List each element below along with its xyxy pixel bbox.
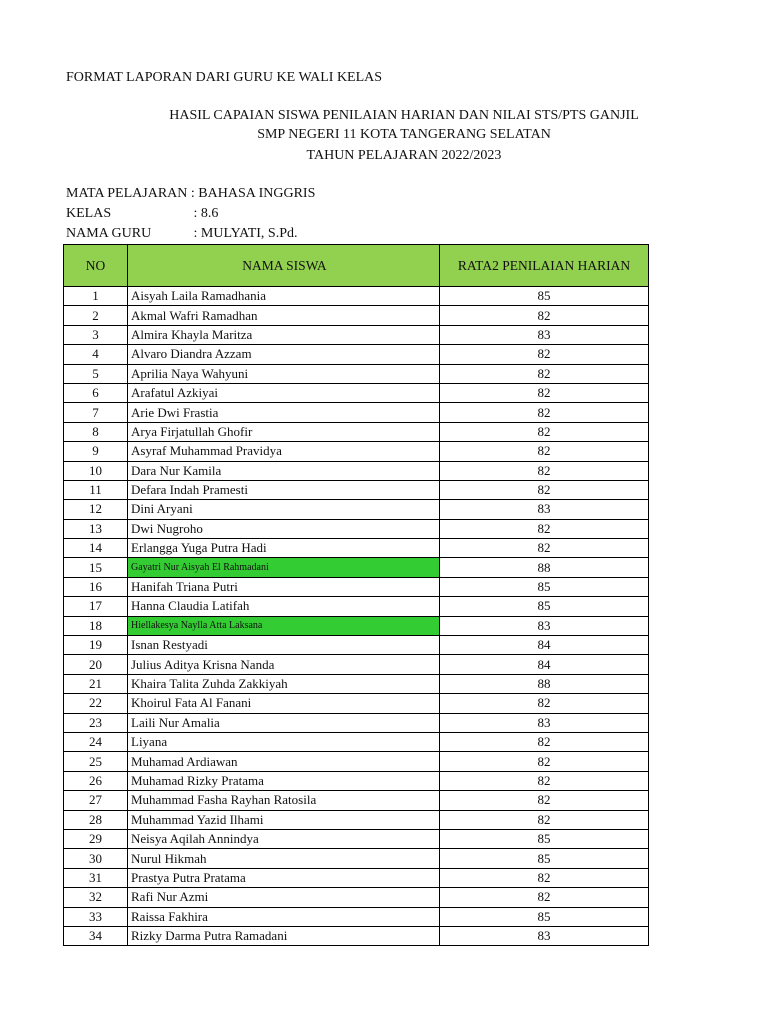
table-row (64, 616, 649, 635)
table-row (64, 926, 649, 945)
row-number-cell: 9 (64, 442, 128, 461)
column-header-no: NO (64, 245, 128, 287)
student-name-cell: Dara Nur Kamila (128, 461, 440, 480)
score-cell: 82 (440, 461, 649, 480)
row-number-cell: 10 (64, 461, 128, 480)
score-cell: 85 (440, 907, 649, 926)
table-row (64, 752, 649, 771)
table-row (64, 364, 649, 383)
academic-year: TAHUN PELAJARAN 2022/2023 (306, 148, 502, 163)
row-number-cell: 16 (64, 577, 128, 596)
table-row (64, 597, 649, 616)
row-number-cell: 17 (64, 597, 128, 616)
table-row (64, 888, 649, 907)
score-cell: 82 (440, 868, 649, 887)
table-row (64, 907, 649, 926)
student-name-cell: Defara Indah Pramesti (128, 480, 440, 499)
student-name-cell: Aprilia Naya Wahyuni (128, 364, 440, 383)
table-row (64, 345, 649, 364)
score-cell: 82 (440, 539, 649, 558)
row-number-cell: 21 (64, 674, 128, 693)
row-number-cell: 6 (64, 383, 128, 402)
student-name-cell: Dwi Nugroho (128, 519, 440, 538)
student-name-cell: Hanna Claudia Latifah (128, 597, 440, 616)
table-row (64, 791, 649, 810)
subject-line (66, 186, 315, 202)
table-row (64, 655, 649, 674)
row-number-cell: 19 (64, 636, 128, 655)
grades-table (63, 244, 649, 946)
score-cell: 88 (440, 558, 649, 577)
row-number-cell: 25 (64, 752, 128, 771)
student-name-cell: Arya Firjatullah Ghofir (128, 422, 440, 441)
row-number-cell: 14 (64, 539, 128, 558)
row-number-cell: 27 (64, 791, 128, 810)
score-cell: 85 (440, 597, 649, 616)
row-number-cell: 11 (64, 480, 128, 499)
table-row (64, 829, 649, 848)
table-row (64, 732, 649, 751)
row-number-cell: 33 (64, 907, 128, 926)
row-number-cell: 29 (64, 829, 128, 848)
table-row (64, 306, 649, 325)
score-cell: 84 (440, 636, 649, 655)
row-number-cell: 24 (64, 732, 128, 751)
table-row (64, 287, 649, 306)
table-row (64, 422, 649, 441)
row-number-cell: 32 (64, 888, 128, 907)
row-number-cell: 28 (64, 810, 128, 829)
row-number-cell: 31 (64, 868, 128, 887)
score-cell: 82 (440, 345, 649, 364)
table-row (64, 442, 649, 461)
score-cell: 82 (440, 519, 649, 538)
row-number-cell: 1 (64, 287, 128, 306)
score-cell: 82 (440, 403, 649, 422)
score-cell: 83 (440, 926, 649, 945)
score-cell: 88 (440, 674, 649, 693)
score-cell: 84 (440, 655, 649, 674)
student-name-cell: Asyraf Muhammad Pravidya (128, 442, 440, 461)
row-number-cell: 26 (64, 771, 128, 790)
row-number-cell: 30 (64, 849, 128, 868)
teacher-label: NAMA GURU (66, 226, 152, 241)
row-number-cell: 2 (64, 306, 128, 325)
row-number-cell: 5 (64, 364, 128, 383)
table-row (64, 694, 649, 713)
table-row (64, 713, 649, 732)
table-row (64, 325, 649, 344)
score-cell: 82 (440, 888, 649, 907)
row-number-cell: 15 (64, 558, 128, 577)
table-row (64, 771, 649, 790)
student-name-cell: Laili Nur Amalia (128, 713, 440, 732)
student-name-cell: Arie Dwi Frastia (128, 403, 440, 422)
score-cell: 82 (440, 771, 649, 790)
document-title: FORMAT LAPORAN DARI GURU KE WALI KELAS (66, 70, 383, 85)
student-name-cell: Alvaro Diandra Azzam (128, 345, 440, 364)
class-line (66, 206, 218, 222)
student-name-cell: Muhamad Ardiawan (128, 752, 440, 771)
row-number-cell: 12 (64, 500, 128, 519)
table-body (64, 287, 649, 946)
table-header-row (64, 245, 649, 287)
table-row (64, 519, 649, 538)
row-number-cell: 4 (64, 345, 128, 364)
row-number-cell: 8 (64, 422, 128, 441)
score-cell: 85 (440, 287, 649, 306)
student-name-cell: Khaira Talita Zuhda Zakkiyah (128, 674, 440, 693)
table-row (64, 461, 649, 480)
table-row (64, 500, 649, 519)
subject-value: : BAHASA INGGRIS (190, 186, 316, 201)
student-name-cell: Neisya Aqilah Annindya (128, 829, 440, 848)
table-row (64, 849, 649, 868)
row-number-cell: 20 (64, 655, 128, 674)
table-row (64, 539, 649, 558)
school-name: SMP NEGERI 11 KOTA TANGERANG SELATAN (257, 127, 551, 142)
row-number-cell: 3 (64, 325, 128, 344)
student-name-cell: Akmal Wafri Ramadhan (128, 306, 440, 325)
student-name-cell: Khoirul Fata Al Fanani (128, 694, 440, 713)
student-name-cell: Nurul Hikmah (128, 849, 440, 868)
teacher-value: : MULYATI, S.Pd. (193, 226, 298, 241)
subject-label: MATA PELAJARAN (66, 186, 188, 201)
score-cell: 85 (440, 577, 649, 596)
score-cell: 82 (440, 810, 649, 829)
row-number-cell: 13 (64, 519, 128, 538)
student-name-cell: Julius Aditya Krisna Nanda (128, 655, 440, 674)
report-heading: HASIL CAPAIAN SISWA PENILAIAN HARIAN DAN NILAI STS/PTS GANJIL (169, 108, 639, 123)
student-name-cell: Rizky Darma Putra Ramadani (128, 926, 440, 945)
column-header-score: RATA2 PENILAIAN HARIAN (440, 245, 649, 287)
table-row (64, 577, 649, 596)
student-name-cell: Aisyah Laila Ramadhania (128, 287, 440, 306)
score-cell: 82 (440, 732, 649, 751)
table-row (64, 480, 649, 499)
table-row (64, 868, 649, 887)
score-cell: 82 (440, 442, 649, 461)
score-cell: 82 (440, 752, 649, 771)
row-number-cell: 18 (64, 616, 128, 635)
score-cell: 82 (440, 364, 649, 383)
row-number-cell: 23 (64, 713, 128, 732)
score-cell: 85 (440, 849, 649, 868)
student-name-cell: Erlangga Yuga Putra Hadi (128, 539, 440, 558)
row-number-cell: 7 (64, 403, 128, 422)
student-name-cell: Arafatul Azkiyai (128, 383, 440, 402)
student-name-cell: Muhammad Fasha Rayhan Ratosila (128, 791, 440, 810)
row-number-cell: 34 (64, 926, 128, 945)
score-cell: 85 (440, 829, 649, 848)
student-name-cell: Liyana (128, 732, 440, 751)
class-value: : 8.6 (193, 206, 219, 221)
student-name-cell: Dini Aryani (128, 500, 440, 519)
table-row (64, 558, 649, 577)
score-cell: 82 (440, 306, 649, 325)
student-name-cell: Hanifah Triana Putri (128, 577, 440, 596)
score-cell: 83 (440, 500, 649, 519)
class-label: KELAS (66, 206, 112, 221)
score-cell: 82 (440, 694, 649, 713)
score-cell: 83 (440, 713, 649, 732)
column-header-name: NAMA SISWA (128, 245, 440, 287)
student-name-cell: Hiellakesya Naylla Atta Laksana (128, 616, 440, 635)
student-name-cell: Gayatri Nur Aisyah El Rahmadani (128, 558, 440, 577)
score-cell: 82 (440, 791, 649, 810)
table-row (64, 636, 649, 655)
teacher-line (66, 226, 298, 242)
score-cell: 82 (440, 422, 649, 441)
student-name-cell: Muhammad Yazid Ilhami (128, 810, 440, 829)
score-cell: 83 (440, 616, 649, 635)
student-name-cell: Raissa Fakhira (128, 907, 440, 926)
row-number-cell: 22 (64, 694, 128, 713)
score-cell: 83 (440, 325, 649, 344)
score-cell: 82 (440, 383, 649, 402)
table-row (64, 403, 649, 422)
student-name-cell: Isnan Restyadi (128, 636, 440, 655)
table-row (64, 674, 649, 693)
student-name-cell: Prastya Putra Pratama (128, 868, 440, 887)
table-row (64, 810, 649, 829)
score-cell: 82 (440, 480, 649, 499)
student-name-cell: Almira Khayla Maritza (128, 325, 440, 344)
student-name-cell: Muhamad Rizky Pratama (128, 771, 440, 790)
student-name-cell: Rafi Nur Azmi (128, 888, 440, 907)
table-row (64, 383, 649, 402)
